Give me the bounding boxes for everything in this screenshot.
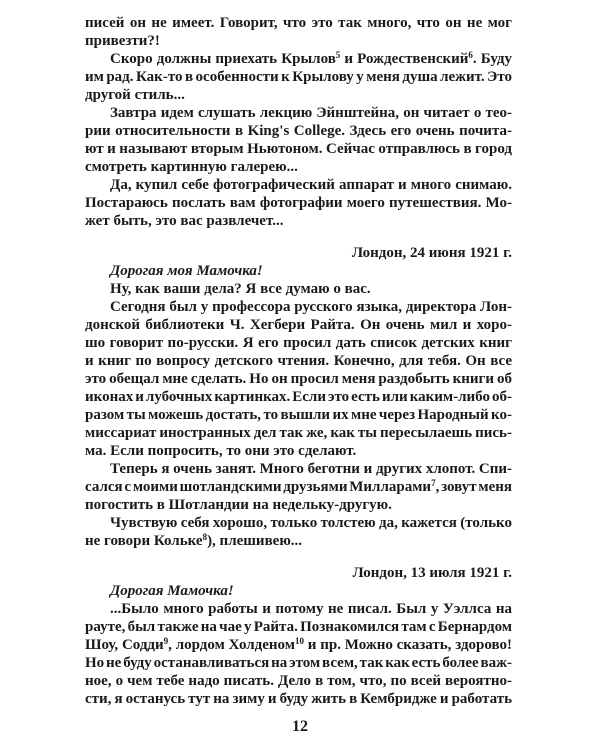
text-segment: Скоро должны приехать Крылов (110, 51, 336, 67)
text-line (85, 352, 512, 370)
text-segment: , зовут меня (435, 479, 512, 495)
text-line (85, 690, 512, 708)
text-segment: ма. Если попросить, то они это сделают. (85, 443, 357, 459)
text-segment: смотреть картинную галерею... (85, 159, 298, 175)
text-segment: Шоу, Содди (85, 637, 164, 653)
text-segment: рауте, был также на чае у Райта. Познакомился там с Бернардом (85, 619, 512, 635)
text-line (85, 122, 512, 140)
text-segment: и Рождественский (340, 51, 469, 67)
text-segment: Ну, как ваши дела? Я все думаю о вас. (110, 281, 371, 297)
letter-greeting (110, 582, 512, 600)
text-line (85, 442, 512, 460)
text-segment: Постараюсь послать вам фотографии моего путешествия. Мо- (85, 195, 512, 211)
text-line (110, 460, 512, 478)
text-line (110, 280, 512, 298)
text-segment: , лордом Холденом (168, 637, 295, 653)
text-line (85, 370, 512, 388)
text-segment: другой стиль... (85, 87, 185, 103)
text-segment: и книг по вопросу детского чтения. Конечно, для тебя. Он все (85, 353, 512, 369)
text-segment: рии относительности в King's College. Здесь его очень почита- (85, 123, 512, 139)
text-line (85, 654, 512, 672)
text-segment: не говори Кольке (85, 533, 203, 549)
letter-date (85, 244, 512, 262)
text-line (85, 212, 512, 230)
text-line (85, 14, 512, 32)
letter-greeting (110, 262, 512, 280)
text-segment: Дорогая моя Мамочка! (110, 263, 263, 279)
text-segment: погостить в Шотландии на недельку-другую. (85, 497, 392, 513)
text-segment: ют и называют вторым Ньютоном. Сейчас отправлюсь в город (85, 141, 512, 157)
text-segment: иконах и лубочных картинках. Если это есть или каким-либо об- (85, 389, 512, 405)
text-segment: это обещал мне сделать. Но он просил меня раздобыть книги об (85, 371, 512, 387)
text-segment: Теперь я очень занят. Много беготни и других хлопот. Спи- (110, 461, 512, 477)
text-line (110, 514, 512, 532)
footnote-marker: 8 (202, 532, 208, 542)
footnote-marker: 6 (468, 50, 473, 60)
letter-date (85, 564, 512, 582)
text-line (110, 298, 512, 316)
text-line (110, 50, 512, 68)
text-segment: им рад. Как-то в особенности к Крылову у меня душа лежит. Это (85, 69, 512, 85)
text-segment: разом ты можешь достать, то вышли их мне через Народный ко- (85, 407, 512, 423)
footnote-marker: 5 (335, 50, 341, 60)
footnote-marker: 7 (431, 478, 436, 488)
footnote-marker: 9 (163, 636, 169, 646)
text-line (85, 406, 512, 424)
text-line (85, 388, 512, 406)
text-segment: ...Было много работы и потому не писал. Был у Уэллса на (110, 601, 512, 617)
text-segment: Но не буду останавливаться на этом всем, так как есть более важ- (85, 655, 512, 671)
page-text (85, 14, 512, 708)
text-segment: Да, купил себе фотографический аппарат и много снимаю. (110, 177, 512, 193)
text-segment: и пр. Можно сказать, здорово! (304, 637, 512, 653)
text-line (85, 618, 512, 636)
text-segment: привезти?! (85, 33, 160, 49)
text-line (110, 176, 512, 194)
text-line (85, 32, 512, 50)
text-segment: сался с моими шотландскими друзьями Милларами (85, 479, 432, 495)
text-segment: Лондон, 24 июня 1921 г. (351, 245, 512, 261)
text-line (85, 158, 512, 176)
text-line (85, 316, 512, 334)
text-segment: миссариат иностранных дел так же, как ты пересылаешь пись- (85, 425, 512, 441)
text-line (85, 532, 512, 550)
text-segment: ), плешивею... (207, 533, 303, 549)
text-segment: сти, я останусь тут на зиму и буду жить в Кембридже и работать (85, 691, 512, 707)
text-segment: шо говорит по-русски. Я его просил дать список детских книг (85, 335, 512, 351)
text-segment: Дорогая Мамочка! (110, 583, 234, 599)
text-segment: донской библиотеки Ч. Хегбери Райта. Он очень мил и хоро- (85, 317, 512, 333)
text-line (85, 672, 512, 690)
text-line (85, 68, 512, 86)
text-line (85, 478, 512, 496)
text-line (85, 496, 512, 514)
text-segment: ное, о чем тебе надо писать. Дело в том, что, по всей вероятно- (85, 673, 512, 689)
text-segment: жет быть, это вас развлечет... (85, 213, 284, 229)
text-line (85, 194, 512, 212)
text-segment: Чувствую себя хорошо, только толстею да, кажется (только (110, 515, 512, 531)
text-line (85, 86, 512, 104)
text-segment: Завтра идем слушать лекцию Эйнштейна, он читает о тео- (110, 105, 512, 121)
text-line (110, 600, 512, 618)
text-segment: писей он не имеет. Говорит, что это так много, что он не мог (85, 15, 512, 31)
text-segment: Сегодня был у профессора русского языка, директора Лон- (110, 299, 512, 315)
text-line (85, 140, 512, 158)
footnote-marker: 10 (295, 636, 304, 646)
text-line (85, 424, 512, 442)
text-line (110, 104, 512, 122)
text-line (85, 636, 512, 654)
text-segment: Лондон, 13 июля 1921 г. (352, 565, 512, 581)
text-line (85, 334, 512, 352)
page-number: 12 (292, 718, 308, 735)
text-segment: . Буду (472, 51, 512, 67)
